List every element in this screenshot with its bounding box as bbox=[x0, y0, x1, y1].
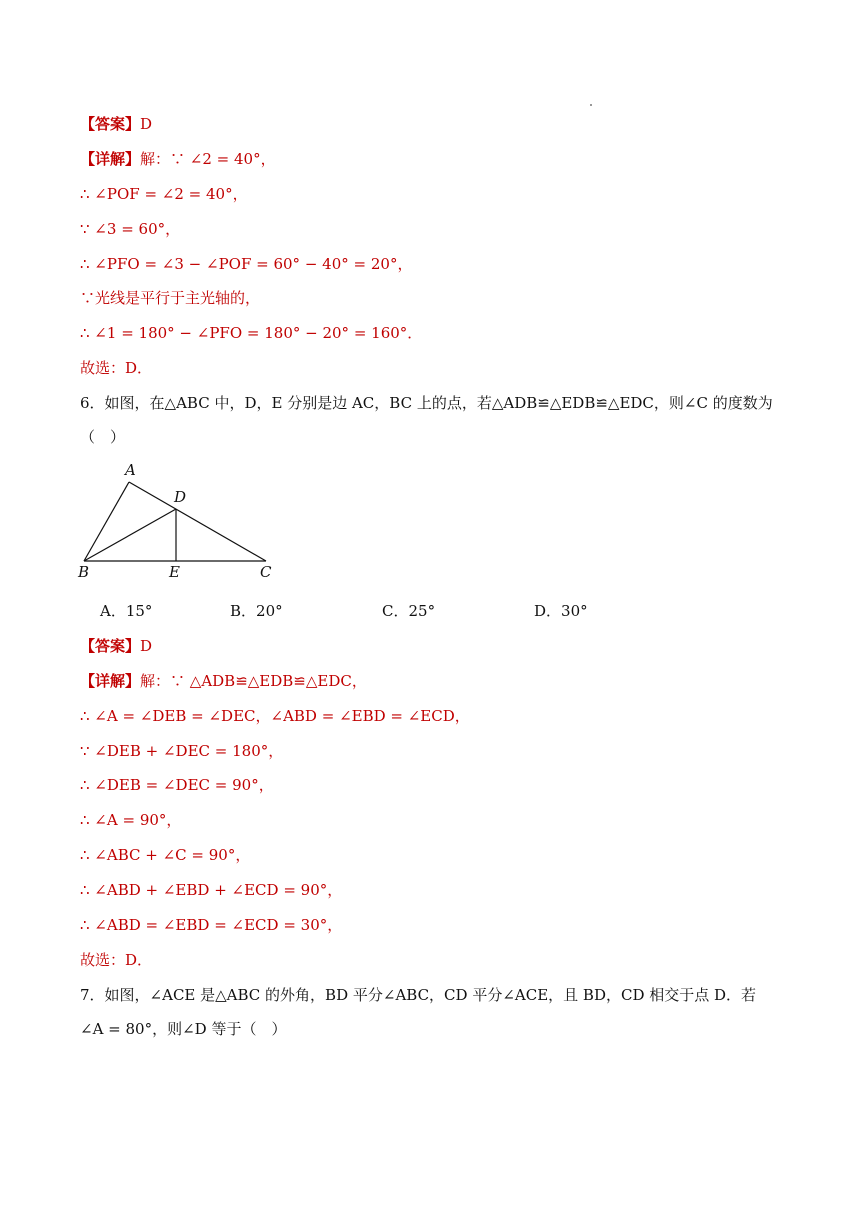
detail-tag: 【详解】 bbox=[80, 150, 141, 168]
option-c: C．25° bbox=[382, 602, 436, 620]
option-a: A．15° bbox=[100, 602, 153, 620]
prev-step-2: ∵ ∠3 = 60°， bbox=[80, 220, 181, 238]
label-c: C bbox=[260, 563, 272, 581]
segment-bd bbox=[84, 509, 176, 561]
prev-step-1: ∴ ∠POF = ∠2 = 40°， bbox=[80, 185, 248, 203]
q6-step-3: ∴ ∠DEB = ∠DEC = 90°， bbox=[80, 776, 274, 794]
answer-value: D bbox=[140, 115, 153, 133]
label-e: E bbox=[169, 563, 180, 581]
q6-paren: （ ） bbox=[80, 428, 126, 446]
triangle-figure bbox=[74, 458, 284, 583]
answer-tag: 【答案】 bbox=[80, 115, 141, 133]
prev-step-4: ∵光线是平行于主光轴的， bbox=[80, 289, 261, 307]
detail-first: 解：∵ ∠2 = 40°， bbox=[140, 150, 276, 168]
prev-answer-line bbox=[80, 114, 152, 134]
stray-dot bbox=[590, 104, 592, 106]
q6-step-6: ∴ ∠ABD + ∠EBD + ∠ECD = 90°， bbox=[80, 881, 343, 899]
q6-detail-line bbox=[80, 671, 367, 691]
q6-step-1: ∴ ∠A = ∠DEB = ∠DEC，∠ABD = ∠EBD = ∠ECD， bbox=[80, 707, 470, 725]
q6-step-2: ∵ ∠DEB + ∠DEC = 180°， bbox=[80, 742, 284, 760]
label-b: B bbox=[78, 563, 90, 581]
q6-options bbox=[100, 600, 660, 620]
q6-stem: 6．如图，在△ABC 中，D，E 分别是边 AC，BC 上的点，若△ADB≌△EDB≌△EDC，则∠C 的度数为 bbox=[80, 394, 773, 412]
q7-stem-line1: 7．如图，∠ACE 是△ABC 的外角，BD 平分∠ABC，CD 平分∠ACE，且 BD，CD 相交于点 D．若 bbox=[80, 986, 757, 1004]
answer-tag: 【答案】 bbox=[80, 637, 141, 655]
detail-first: 解：∵ △ADB≌△EDB≌△EDC， bbox=[140, 672, 367, 690]
option-d: D．30° bbox=[534, 602, 588, 620]
prev-conclusion: 故选：D． bbox=[80, 359, 153, 377]
answer-value: D bbox=[140, 637, 153, 655]
prev-step-5: ∴ ∠1 = 180° − ∠PFO = 180° − 20° = 160°． bbox=[80, 324, 423, 342]
q7-stem-line2: ∠A = 80°，则∠D 等于（ ） bbox=[80, 1020, 287, 1038]
detail-tag: 【详解】 bbox=[80, 672, 141, 690]
q6-answer-line bbox=[80, 636, 152, 656]
prev-detail-line bbox=[80, 149, 276, 169]
q6-step-5: ∴ ∠ABC + ∠C = 90°， bbox=[80, 846, 251, 864]
q6-conclusion: 故选：D． bbox=[80, 951, 153, 969]
segment-ab bbox=[84, 482, 129, 561]
option-b: B．20° bbox=[230, 602, 283, 620]
q6-step-7: ∴ ∠ABD = ∠EBD = ∠ECD = 30°， bbox=[80, 916, 343, 934]
prev-step-3: ∴ ∠PFO = ∠3 − ∠POF = 60° − 40° = 20°， bbox=[80, 255, 413, 273]
q6-step-4: ∴ ∠A = 90°， bbox=[80, 811, 182, 829]
label-a: A bbox=[125, 461, 136, 479]
label-d: D bbox=[174, 488, 187, 506]
segment-ac bbox=[129, 482, 266, 561]
